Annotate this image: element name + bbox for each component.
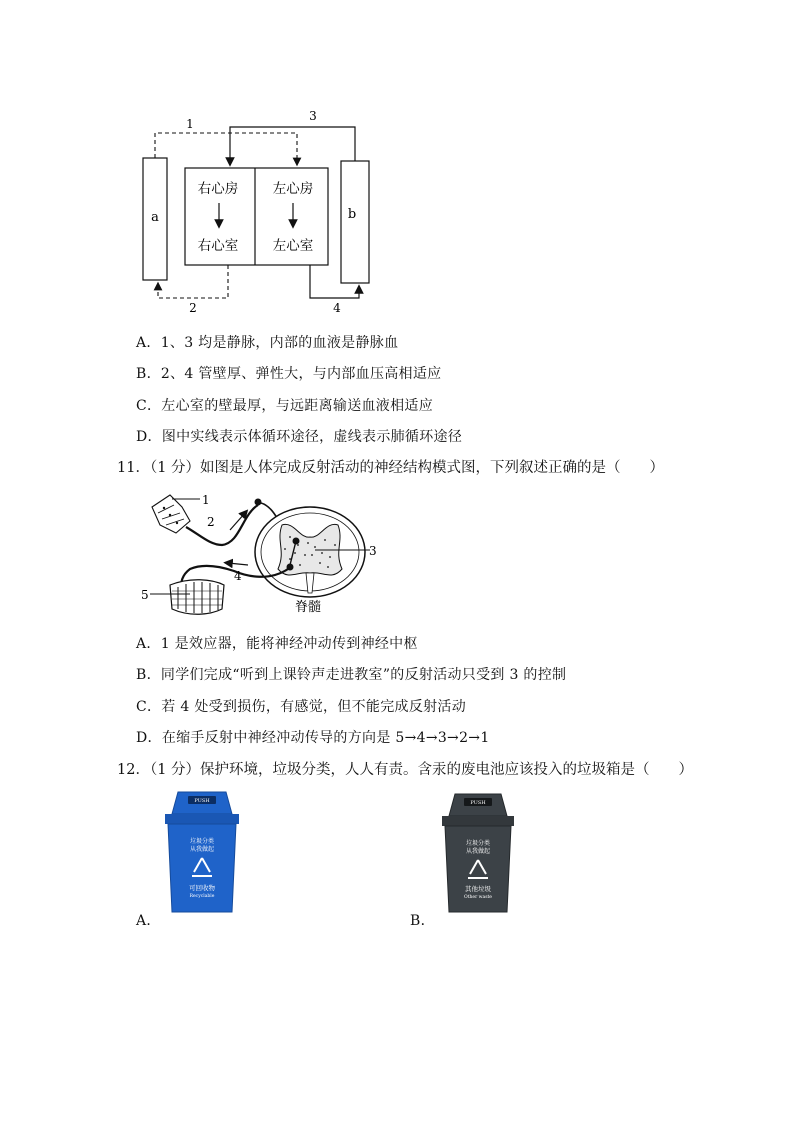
right-ventricle-label: 右心室: [197, 238, 239, 254]
reflex-label-4: 4: [234, 569, 242, 583]
q11-option-d: D．在缩手反射中神经冲动传导的方向是 5→4→3→2→1: [136, 730, 490, 746]
path-1-label: 1: [186, 117, 194, 131]
vessel-a-label: a: [151, 210, 159, 225]
bin-a-slogan-1: 垃圾分类: [189, 838, 215, 845]
receptor: [152, 495, 190, 533]
q11-option-a: A．1 是效应器，能将神经冲动传到神经中枢: [136, 636, 418, 652]
bin-a-label-en: Recyclable: [189, 894, 215, 899]
left-atrium-label: 左心房: [272, 181, 314, 197]
bin-a-label-cn: 可回收物: [189, 884, 215, 892]
bin-a-lid-text: PUSH: [194, 798, 210, 804]
path-1: [155, 133, 297, 162]
q12-option-b: B．: [410, 913, 435, 929]
afferent-nerve: [186, 505, 258, 545]
vessel-b-label: b: [347, 207, 357, 222]
path-2: [158, 265, 228, 298]
q10-option-c: C．左心室的壁最厚，与远距离输送血液相适应: [136, 398, 434, 414]
spinal-cord-label: 脊髓: [294, 600, 322, 615]
path-3: [230, 127, 355, 162]
q12-stem: 12．（1 分）保护环境，垃圾分类，人人有责。含汞的废电池应该投入的垃圾箱是（ ）: [117, 762, 694, 778]
spinal-cord: [255, 507, 365, 597]
bin-b-label-cn: 其他垃圾: [465, 885, 491, 893]
q12-option-a: A．: [136, 913, 161, 929]
reflex-arc-diagram: [130, 485, 390, 620]
bin-b-slogan-1: 垃圾分类: [465, 840, 491, 847]
q10-option-a: A．1、3 均是静脉，内部的血液是静脉血: [136, 335, 399, 351]
reflex-label-5: 5: [141, 588, 149, 602]
heart-circulation-diagram: [130, 100, 390, 320]
path-4-label: 4: [333, 301, 341, 315]
bin-b-label-en: Other waste: [464, 895, 492, 900]
reflex-label-2: 2: [207, 515, 215, 529]
path-2-label: 2: [189, 301, 197, 315]
bin-b-slogan-2: 从我做起: [465, 848, 491, 855]
path-4: [310, 265, 359, 298]
effector: [170, 580, 224, 615]
bin-a-recyclable: [160, 786, 244, 916]
bin-b-other-waste: [437, 788, 519, 916]
reflex-label-1: 1: [202, 493, 210, 507]
q11-stem: 11．（1 分）如图是人体完成反射活动的神经结构模式图，下列叙述正确的是（ ）: [117, 460, 665, 476]
left-ventricle-label: 左心室: [272, 238, 314, 254]
path-3-label: 3: [309, 109, 317, 123]
bin-b-lid-text: PUSH: [470, 800, 486, 806]
right-atrium-label: 右心房: [197, 181, 239, 197]
q10-option-d: D．图中实线表示体循环途径，虚线表示肺循环途径: [136, 429, 463, 445]
q11-option-c: C．若 4 处受到损伤，有感觉，但不能完成反射活动: [136, 699, 467, 715]
vessel-b: [341, 161, 369, 283]
reflex-label-3: 3: [369, 544, 377, 558]
q11-option-b: B．同学们完成“听到上课铃声走进教室”的反射活动只受到 3 的控制: [136, 667, 567, 683]
q10-option-b: B．2、4 管壁厚、弹性大，与内部血压高相适应: [136, 366, 442, 382]
bin-a-slogan-2: 从我做起: [189, 846, 215, 853]
